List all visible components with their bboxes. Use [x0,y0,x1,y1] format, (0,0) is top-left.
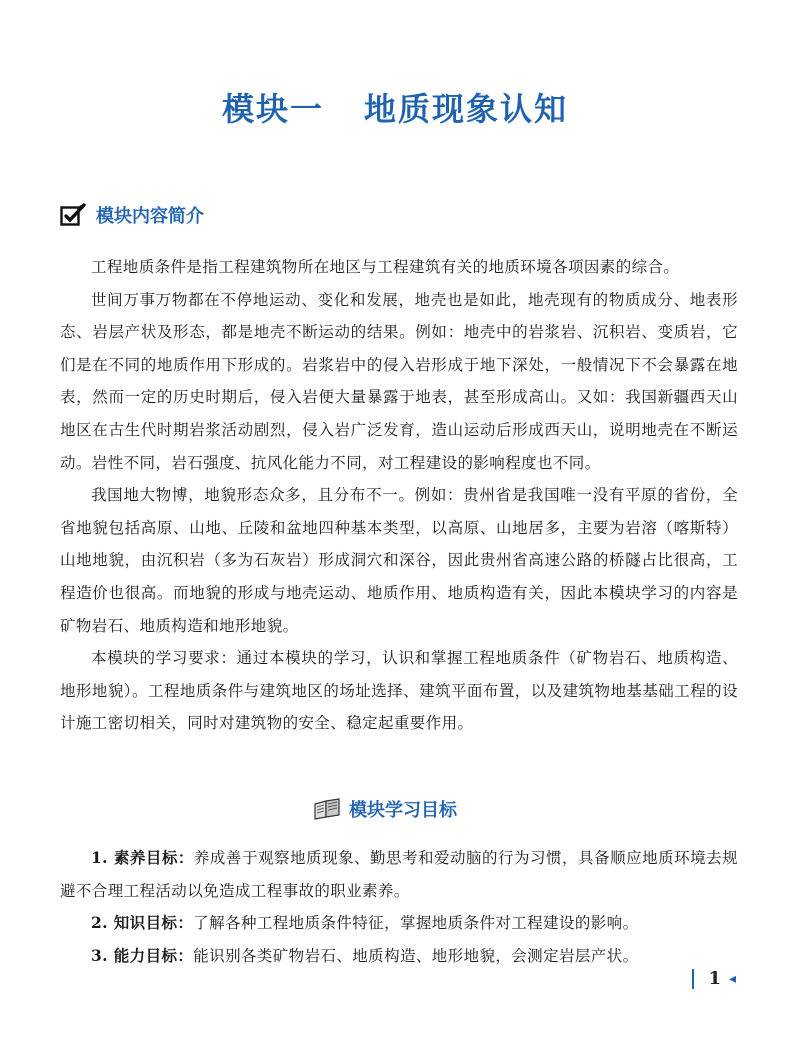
goal-text: 养成善于观察地质现象、勤思考和爱动脑的行为习惯，具备顺应地质环境去规避不合理工程活动以免造成工程事故的职业素养。 [60,849,739,900]
intro-section-heading [60,202,204,228]
intro-paragraph: 世间万事万物都在不停地运动、变化和发展，地壳也是如此，地壳现有的物质成分、地表形态、岩层产状及形态，都是地壳不断运动的结果。例如：地壳中的岩浆岩、沉积岩、变质岩，它们是在不同的地质作用下形成的。岩浆岩中的侵入岩形成于地下深处，一般情况下不会暴露在地表，然而一定的历史时期后，侵入岩便大量暴露于地表，甚至形成高山。又如：我国新疆西天山地区在古生代时期岩浆活动剧烈，侵入岩广泛发育，造山运动后形成西天山，说明地壳在不断运动。岩性不同，岩石强度、抗风化能力不同，对工程建设的影响程度也不同。 [60,290,738,472]
open-book-icon [313,798,341,820]
intro-paragraph: 工程地质条件是指工程建筑物所在地区与工程建筑有关的地质环境各项因素的综合。 [91,258,680,276]
left-arrow-icon: ◂ [728,970,736,987]
intro-body [60,251,738,740]
goals-section-heading [313,796,457,822]
module-number: 模块一 [221,90,324,128]
goals-heading-label: 模块学习目标 [349,800,457,821]
goal-item [60,907,738,940]
goal-label: 2. 知识目标： [91,913,194,933]
goal-text: 了解各种工程地质条件特征，掌握地质条件对工程建设的影响。 [193,914,639,933]
page-footer [692,968,736,989]
goals-body [60,842,738,972]
intro-heading-label: 模块内容简介 [96,206,204,227]
goal-label: 1. 素养目标： [91,848,194,867]
pencil-checkbox-icon [60,203,86,227]
goal-text: 能识别各类矿物岩石、地质构造、地形地貌，会测定岩层产状。 [193,946,639,965]
page-number: 1 [708,968,721,989]
module-name: 地质现象认知 [364,90,569,128]
page-title [0,84,790,130]
goal-item [60,940,738,973]
footer-divider [692,969,694,989]
intro-paragraph: 我国地大物博，地貌形态众多，且分布不一。例如：贵州省是我国唯一没有平原的省份，全省地貌包括高原、山地、丘陵和盆地四种基本类型，以高原、山地居多，主要为岩溶（喀斯特）山地地貌，由沉积岩（多为石灰岩）形成洞穴和深谷，因此贵州省高速公路的桥隧占比很高，工程造价也很高。而地貌的形成与地壳运动、地质作用、地质构造有关，因此本模块学习的内容是矿物岩石、地质构造和地形地貌。 [60,486,738,635]
goal-item [60,842,738,907]
goal-label: 3. 能力目标： [91,945,194,965]
intro-paragraph: 本模块的学习要求：通过本模块的学习，认识和掌握工程地质条件（矿物岩石、地质构造、地形地貌）。工程地质条件与建筑地区的场址选择、建筑平面布置，以及建筑物地基基础工程的设计施工密切相关，同时对建筑物的安全、稳定起重要作用。 [60,649,738,733]
